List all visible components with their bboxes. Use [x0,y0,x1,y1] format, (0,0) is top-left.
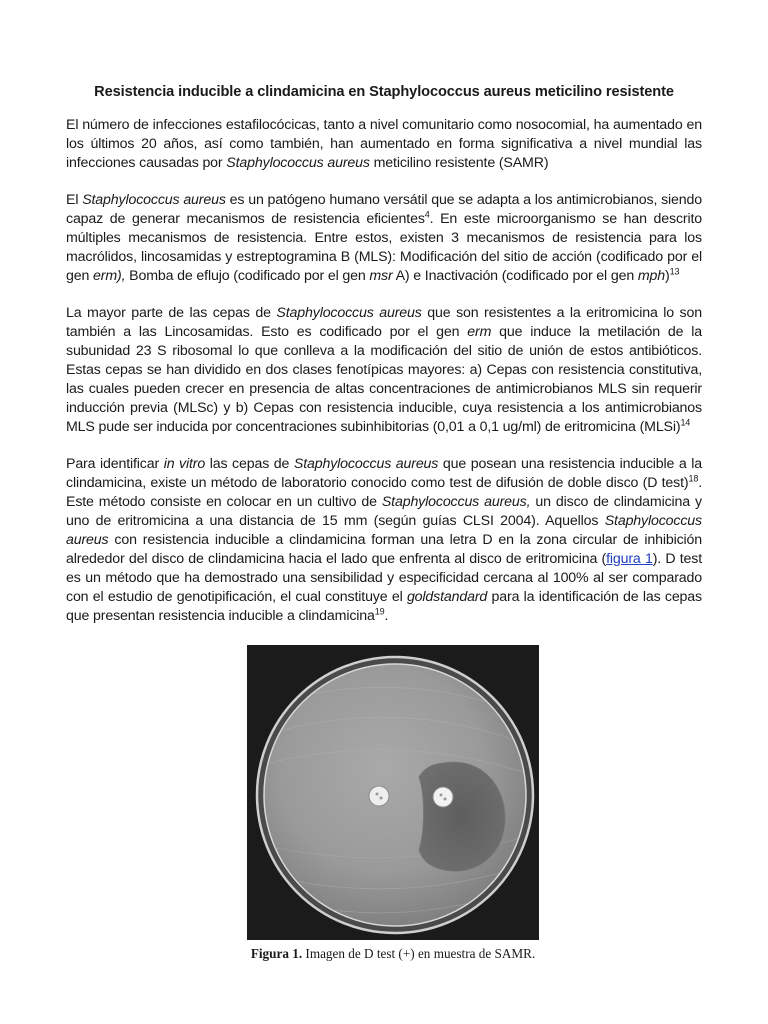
figure-caption: Figura 1. Imagen de D test (+) en muestra de SAMR. [250,946,536,961]
figure-1-link[interactable]: figura 1 [606,551,653,567]
reference-4: 4 [424,209,430,220]
erythromycin-disc [369,786,389,806]
document-title: Resistencia inducible a clindamicina en Staphylococcus aureus meticilino resistente [94,84,674,100]
paragraph-3: La mayor parte de las cepas de Staphylococcus aureus que son resistentes a la eritromicina lo son también a las Lincosamidas. Esto es codificado por el gen erm que induce la metilación de la subunidad 23 S ribosomal lo que conlleva a la modificación del sitio de unión de estos antibióticos. Estas cepas se han dividido en dos clases fenotípicas mayores: a) Cepas con resistencia constitutiva, las cuales pueden crecer en presencia de altas concentraciones de antimicrobianos MLS sin requerir inducción previa (MLSc) y b) Cepas con resistencia inducible, cuya resistencia a los antimicrobianos MLS pude ser inducida por concentraciones subinhibitorias (0,01 a 0,1 ug/ml) de eritromicina (MLSi)$^{14}$ [66,305,702,435]
paragraph-4: Para identificar in vitro las cepas de Staphylococcus aureus que posean una resistencia inducible a la clindamicina, existe un método de laboratorio conocido como test de difusión de doble disco (D test)$^{18}$. Este método consiste en colocar en un cultivo de Staphylococcus aureus, un disco de clindamicina y uno de eritromicina a una distancia de 15 mm (según guías CLSI 2004). Aquellos Staphylococcus aureus con resistencia inducible a clindamicina forman una letra D en la zona circular de inhibición alrededor del disco de clindamicina hacia el lado que enfrenta al disco de eritromicina (figura 1). D test es un método que ha demostrado una sensibilidad y especificidad cercana al 100% al ser comparado con el estudio de genotipificación, el cual constituye el goldstandard para la identificación de las cepas que presentan resistencia inducible a clindamicina$^{19}$. [66,456,703,624]
reference-14: 14 [680,417,691,428]
d-test-photo [247,645,539,940]
clindamycin-disc [433,787,453,807]
reference-19: 19 [374,606,385,617]
paragraph-1: El número de infecciones estafilocócicas, tanto a nivel comunitario como nosocomial, ha aumentado en los últimos 20 años, así como también, han aumentado en forma significativa a nivel mundial las infecciones causadas por Staphylococcus aureus meticilino resistente (SAMR) [66,117,702,171]
paragraph-2: El Staphylococcus aureus es un patógeno humano versátil que se adapta a los antimicrobianos, siendo capaz de generar mecanismos de resistencia eficientes$^4$. En este microorganismo se han descrito múltiples mecanismos de resistencia. Entre estos, existen 3 mecanismos de resistencia para los macrólidos, lincosamidas y estreptogramina B (MLS): Modificación del sitio de acción (codificado por el gen erm), Bomba de eflujo (codificado por el gen msr A) e Inactivación (codificado por el gen mph)$^{13}$ [66,192,702,284]
document-page [66,82,702,644]
reference-18: 18 [688,473,699,484]
reference-13: 13 [669,266,680,277]
